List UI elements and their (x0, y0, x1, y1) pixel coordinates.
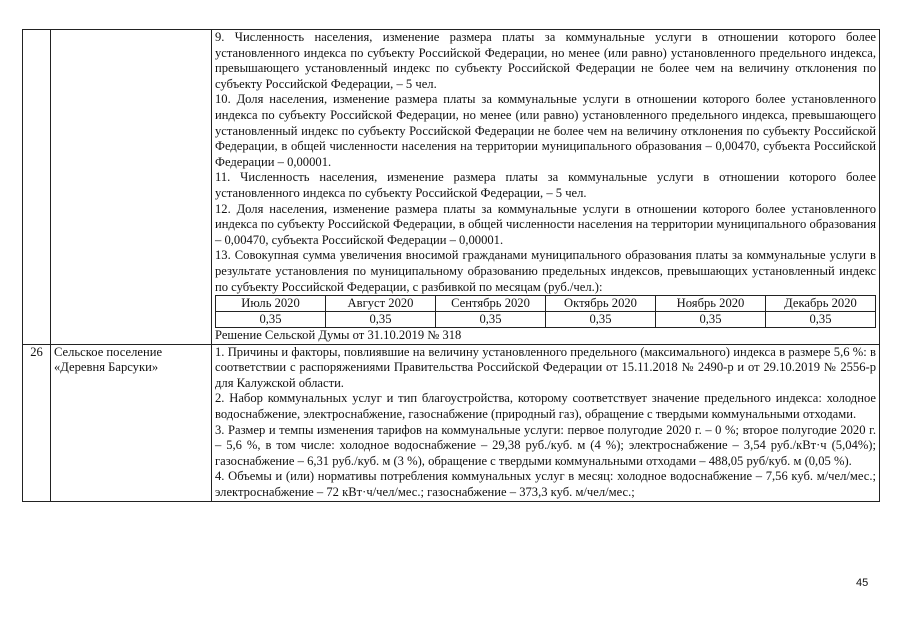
paragraph-1: 1. Причины и факторы, повлиявшие на величину установленного предельного (максимального) индекса в размере 5,6 %: в соответствии с распоряжениями Правительства Российской Федерации от 15.11.2018 № 2490-р и от 29.10.2019 № 2556-р для Калужской области. (215, 344, 876, 390)
paragraph-12: 12. Доля населения, изменение размера платы за коммунальные услуги в отношении которого более установленного индекса по субъекту Российской Федерации, в общей численности населения на территории муниципального образования – 0,00470, субъекта Российской Федерации – 0,00001. (215, 201, 876, 247)
municipality-name-line: Сельское поселение (54, 344, 163, 359)
month-header: Декабрь 2020 (766, 296, 876, 312)
paragraph-13: 13. Совокупная сумма увеличения вносимой гражданами муниципального образования платы за коммунальные услуги в результате установления по муниципальному образованию предельных индексов, превышающих установленный индекс по субъекту Российской Федерации, с разбивкой по месяцам (руб./чел.): (215, 248, 876, 294)
paragraph-11: 11. Численность населения, изменение размера платы за коммунальные услуги в отношении которого более установленного индекса по субъекту Российской Федерации, – 5 чел. (215, 170, 876, 200)
month-value: 0,35 (766, 312, 876, 328)
municipality-cell (51, 344, 212, 501)
month-value: 0,35 (546, 312, 656, 328)
month-header: Ноябрь 2020 (656, 296, 766, 312)
row-number-cell: 26 (23, 344, 51, 501)
paragraph-4: 4. Объемы и (или) нормативы потребления коммунальных услуг в месяц: холодное водоснабжение – 7,56 куб. м/чел/мес.; электроснабжение – 72 кВт·ч/чел/мес.; газоснабжение – 373,3 куб. м/чел/мес.; (215, 469, 876, 500)
paragraph-2: 2. Набор коммунальных услуг и тип благоустройства, которому соответствует значение предельного индекса: холодное водоснабжение, электроснабжение, газоснабжение (природный газ), обращение с твердыми коммунальными отходами. (215, 391, 876, 422)
month-value: 0,35 (436, 312, 546, 328)
details-cell (212, 344, 880, 501)
paragraph-3: 3. Размер и темпы изменения тарифов на коммунальные услуги: первое полугодие 2020 г. – 0 %; второе полугодие 2020 г. – 5,6 %, в том числе: холодное водоснабжение – 29,38 руб./куб. м (4 %); электроснабжение – 3,54 руб./кВт·ч (5,04%); газоснабжение – 6,31 руб./куб. м (3 %), обращение с твердыми коммунальными отходами – 488,05 руб/куб. м (0,05 %). (215, 422, 876, 468)
table-row (23, 30, 880, 345)
details-cell (212, 30, 880, 345)
monthly-amounts-table (215, 295, 876, 328)
month-header: Июль 2020 (216, 296, 326, 312)
tariff-table (22, 29, 880, 502)
paragraph-9: 9. Численность населения, изменение размера платы за коммунальные услуги в отношении которого более установленного индекса по субъекту Российской Федерации, но менее (или равно) установленного предельного индекса, превышающего установленный индекс по субъекту Российской Федерации не более чем на величину отклонения по субъекту Российской Федерации, – 5 чел. (215, 30, 876, 91)
month-header: Август 2020 (326, 296, 436, 312)
decision-reference: Решение Сельской Думы от 31.10.2019 № 318 (215, 328, 462, 343)
months-header-row (216, 296, 876, 312)
month-value: 0,35 (216, 312, 326, 328)
month-value: 0,35 (656, 312, 766, 328)
month-header: Октябрь 2020 (546, 296, 656, 312)
municipality-cell (51, 30, 212, 345)
page-number: 45 (856, 577, 869, 589)
months-values-row (216, 312, 876, 328)
row-number-cell (23, 30, 51, 345)
paragraph-10: 10. Доля населения, изменение размера платы за коммунальные услуги в отношении которого более установленного индекса по субъекту Российской Федерации, но менее (или равно) установленного предельного индекса, превышающего установленный индекс по субъекту Российской Федерации не более чем на величину отклонения по субъекту Российской Федерации, в общей численности населения на территории муниципального образования – 0,00470, субъекта Российской Федерации – 0,00001. (215, 92, 876, 169)
municipality-name-line: «Деревня Барсуки» (54, 360, 159, 375)
month-value: 0,35 (326, 312, 436, 328)
table-row (23, 344, 880, 501)
month-header: Сентябрь 2020 (436, 296, 546, 312)
